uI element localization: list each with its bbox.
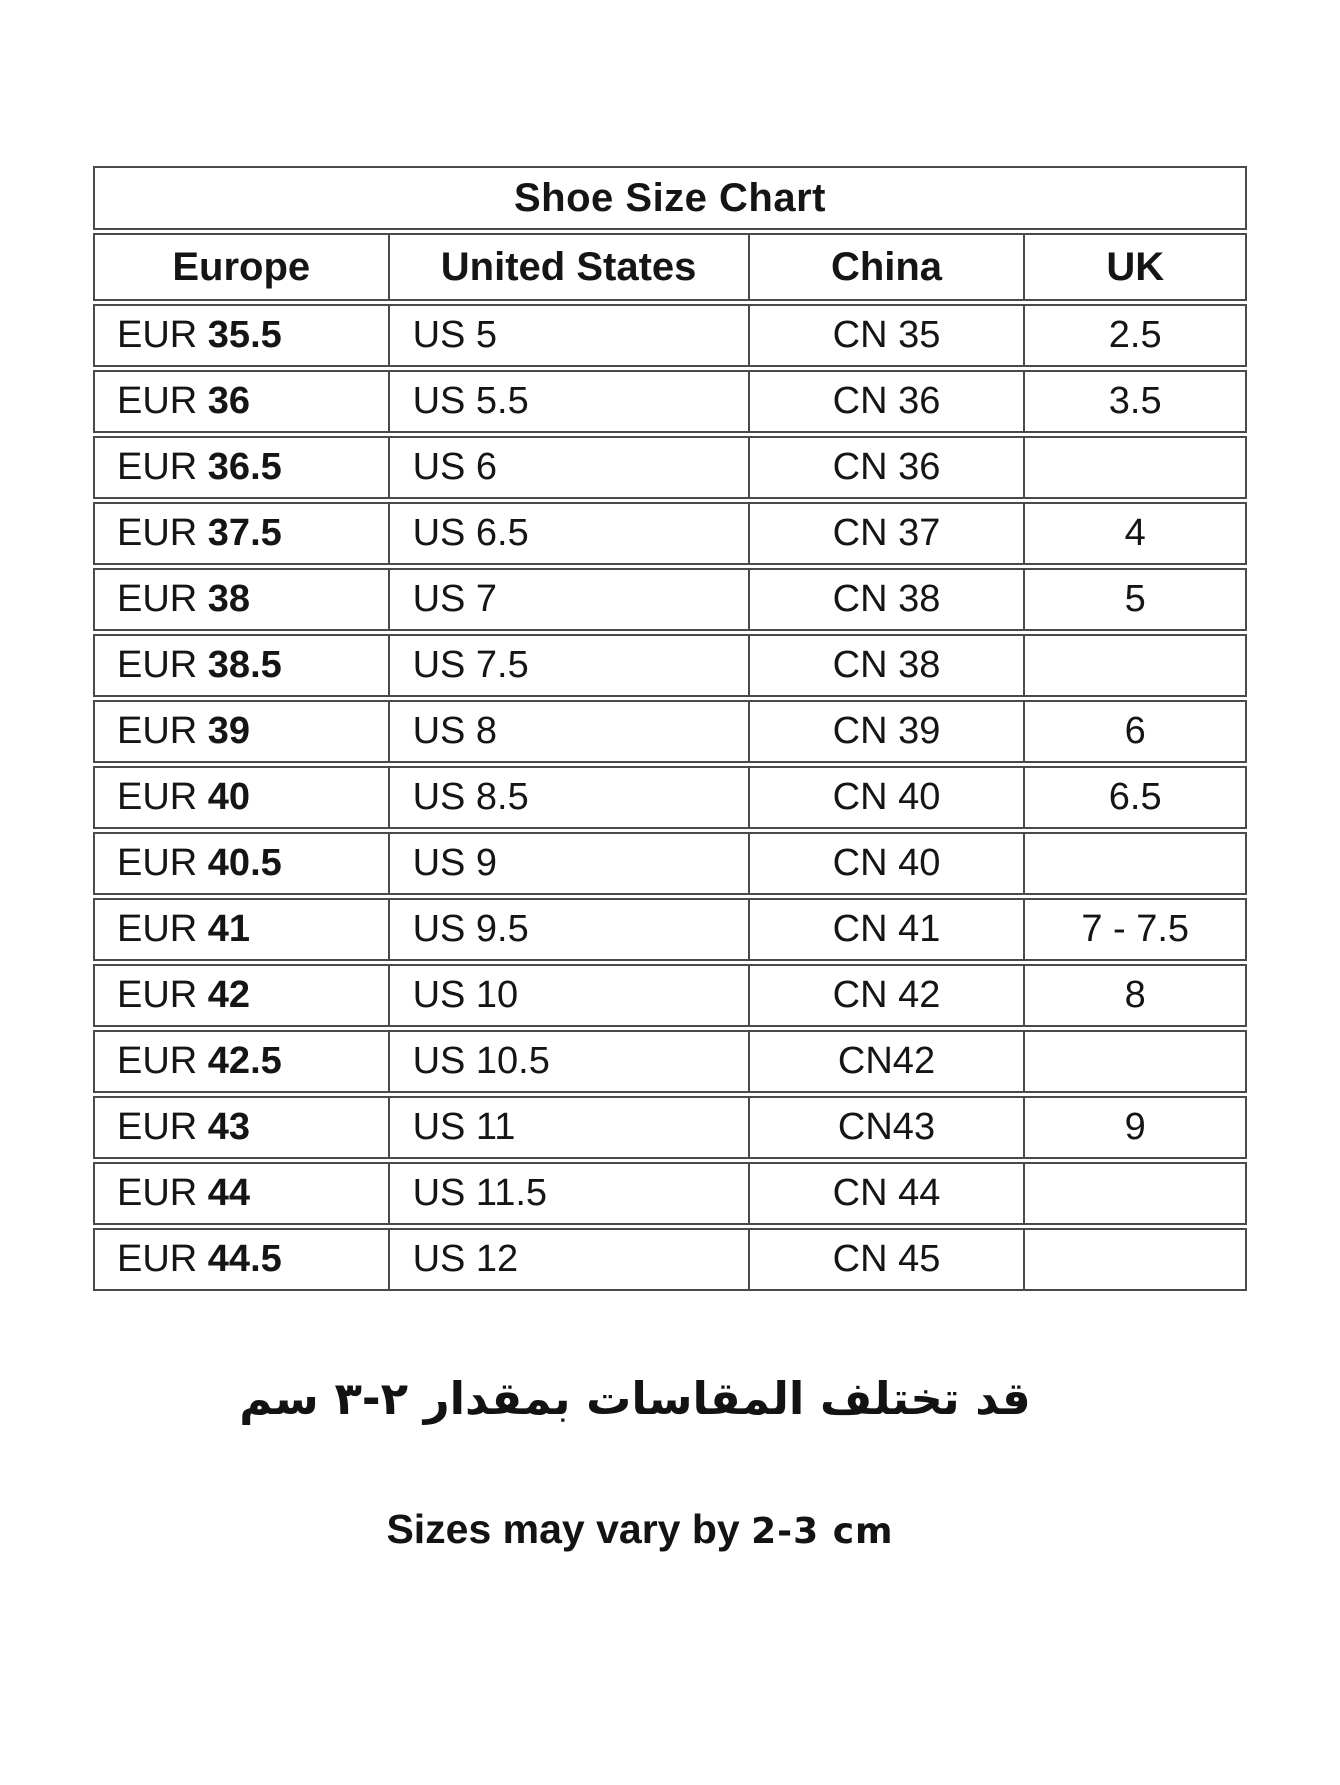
cell-united-states: US 6.5 [390,502,750,565]
cell-uk [1025,832,1247,895]
eur-value: 35.5 [207,314,282,356]
cell-europe [93,1096,390,1159]
cell-united-states: US 10 [390,964,750,1027]
cell-china: CN 39 [750,700,1026,763]
cell-europe [93,568,390,631]
cell-uk: 6 [1025,700,1247,763]
col-header-europe: Europe [93,233,390,301]
cell-united-states: US 5 [390,304,750,367]
cell-china: CN 40 [750,766,1026,829]
cell-china: CN 41 [750,898,1026,961]
cell-united-states: US 12 [390,1228,750,1291]
cell-china: CN 44 [750,1162,1026,1225]
cell-united-states: US 6 [390,436,750,499]
eur-prefix: EUR [117,380,198,422]
cell-europe [93,502,390,565]
eur-prefix: EUR [117,314,198,356]
cell-europe [93,304,390,367]
caption-arabic: قد تختلف المقاسات بمقدار ٢-٣ سم [239,1372,1031,1425]
cell-united-states: US 8 [390,700,750,763]
cell-china: CN 36 [750,370,1026,433]
cell-china: CN43 [750,1096,1026,1159]
cell-uk [1025,1228,1247,1291]
cell-europe [93,898,390,961]
table-row [93,1030,1247,1093]
table-row [93,568,1247,631]
cell-china: CN 37 [750,502,1026,565]
table-row [93,1162,1247,1225]
cell-united-states: US 11.5 [390,1162,750,1225]
shoe-size-table [93,163,1247,1294]
table-row [93,634,1247,697]
cell-uk: 7 - 7.5 [1025,898,1247,961]
size-table-body [93,166,1247,1291]
caption-english-measurement: 2-3 cm [751,1511,894,1552]
eur-prefix: EUR [117,776,198,818]
eur-prefix: EUR [117,974,198,1016]
table-title-row [93,166,1247,230]
cell-europe [93,1030,390,1093]
table-row [93,370,1247,433]
table-row [93,832,1247,895]
table-header-row [93,233,1247,301]
table-row [93,964,1247,1027]
cell-uk: 4 [1025,502,1247,565]
cell-china: CN 40 [750,832,1026,895]
table-row [93,898,1247,961]
table-row [93,700,1247,763]
eur-value: 39 [207,710,251,752]
eur-prefix: EUR [117,1238,198,1280]
caption-english-main: Sizes may vary by [386,1506,752,1552]
cell-uk [1025,1030,1247,1093]
eur-value: 38.5 [207,644,282,686]
eur-prefix: EUR [117,644,198,686]
eur-prefix: EUR [117,908,198,950]
eur-prefix: EUR [117,710,198,752]
table-row [93,304,1247,367]
eur-value: 44 [207,1172,251,1214]
eur-prefix: EUR [117,578,198,620]
cell-uk: 8 [1025,964,1247,1027]
cell-uk [1025,1162,1247,1225]
eur-value: 42.5 [207,1040,282,1082]
cell-china: CN 45 [750,1228,1026,1291]
col-header-united-states: United States [390,233,750,301]
cell-united-states: US 7 [390,568,750,631]
cell-china: CN 42 [750,964,1026,1027]
eur-prefix: EUR [117,446,198,488]
cell-uk: 6.5 [1025,766,1247,829]
eur-value: 40.5 [207,842,282,884]
cell-europe [93,700,390,763]
caption-english [0,1506,1280,1553]
table-row [93,1096,1247,1159]
cell-europe [93,436,390,499]
table-row [93,502,1247,565]
cell-china: CN 35 [750,304,1026,367]
cell-europe [93,1162,390,1225]
eur-value: 43 [207,1106,251,1148]
cell-uk: 5 [1025,568,1247,631]
eur-value: 36 [207,380,251,422]
eur-prefix: EUR [117,1040,198,1082]
table-title: Shoe Size Chart [93,166,1247,230]
cell-united-states: US 9.5 [390,898,750,961]
eur-value: 38 [207,578,251,620]
cell-united-states: US 9 [390,832,750,895]
eur-value: 36.5 [207,446,282,488]
cell-united-states: US 7.5 [390,634,750,697]
cell-europe [93,766,390,829]
eur-value: 41 [207,908,251,950]
table-row [93,766,1247,829]
eur-value: 42 [207,974,251,1016]
cell-united-states: US 8.5 [390,766,750,829]
eur-prefix: EUR [117,842,198,884]
cell-united-states: US 10.5 [390,1030,750,1093]
table-row [93,436,1247,499]
eur-value: 44.5 [207,1238,282,1280]
cell-uk [1025,634,1247,697]
cell-europe [93,370,390,433]
cell-europe [93,634,390,697]
col-header-uk: UK [1025,233,1247,301]
cell-uk: 9 [1025,1096,1247,1159]
table-row [93,1228,1247,1291]
col-header-china: China [750,233,1026,301]
cell-europe [93,1228,390,1291]
cell-united-states: US 11 [390,1096,750,1159]
cell-china: CN42 [750,1030,1026,1093]
cell-china: CN 38 [750,634,1026,697]
eur-prefix: EUR [117,1172,198,1214]
cell-united-states: US 5.5 [390,370,750,433]
cell-europe [93,964,390,1027]
eur-value: 37.5 [207,512,282,554]
eur-prefix: EUR [117,1106,198,1148]
cell-china: CN 38 [750,568,1026,631]
size-conversion-table [93,163,1247,1294]
eur-value: 40 [207,776,251,818]
cell-uk [1025,436,1247,499]
eur-prefix: EUR [117,512,198,554]
cell-china: CN 36 [750,436,1026,499]
cell-uk: 2.5 [1025,304,1247,367]
cell-europe [93,832,390,895]
cell-uk: 3.5 [1025,370,1247,433]
